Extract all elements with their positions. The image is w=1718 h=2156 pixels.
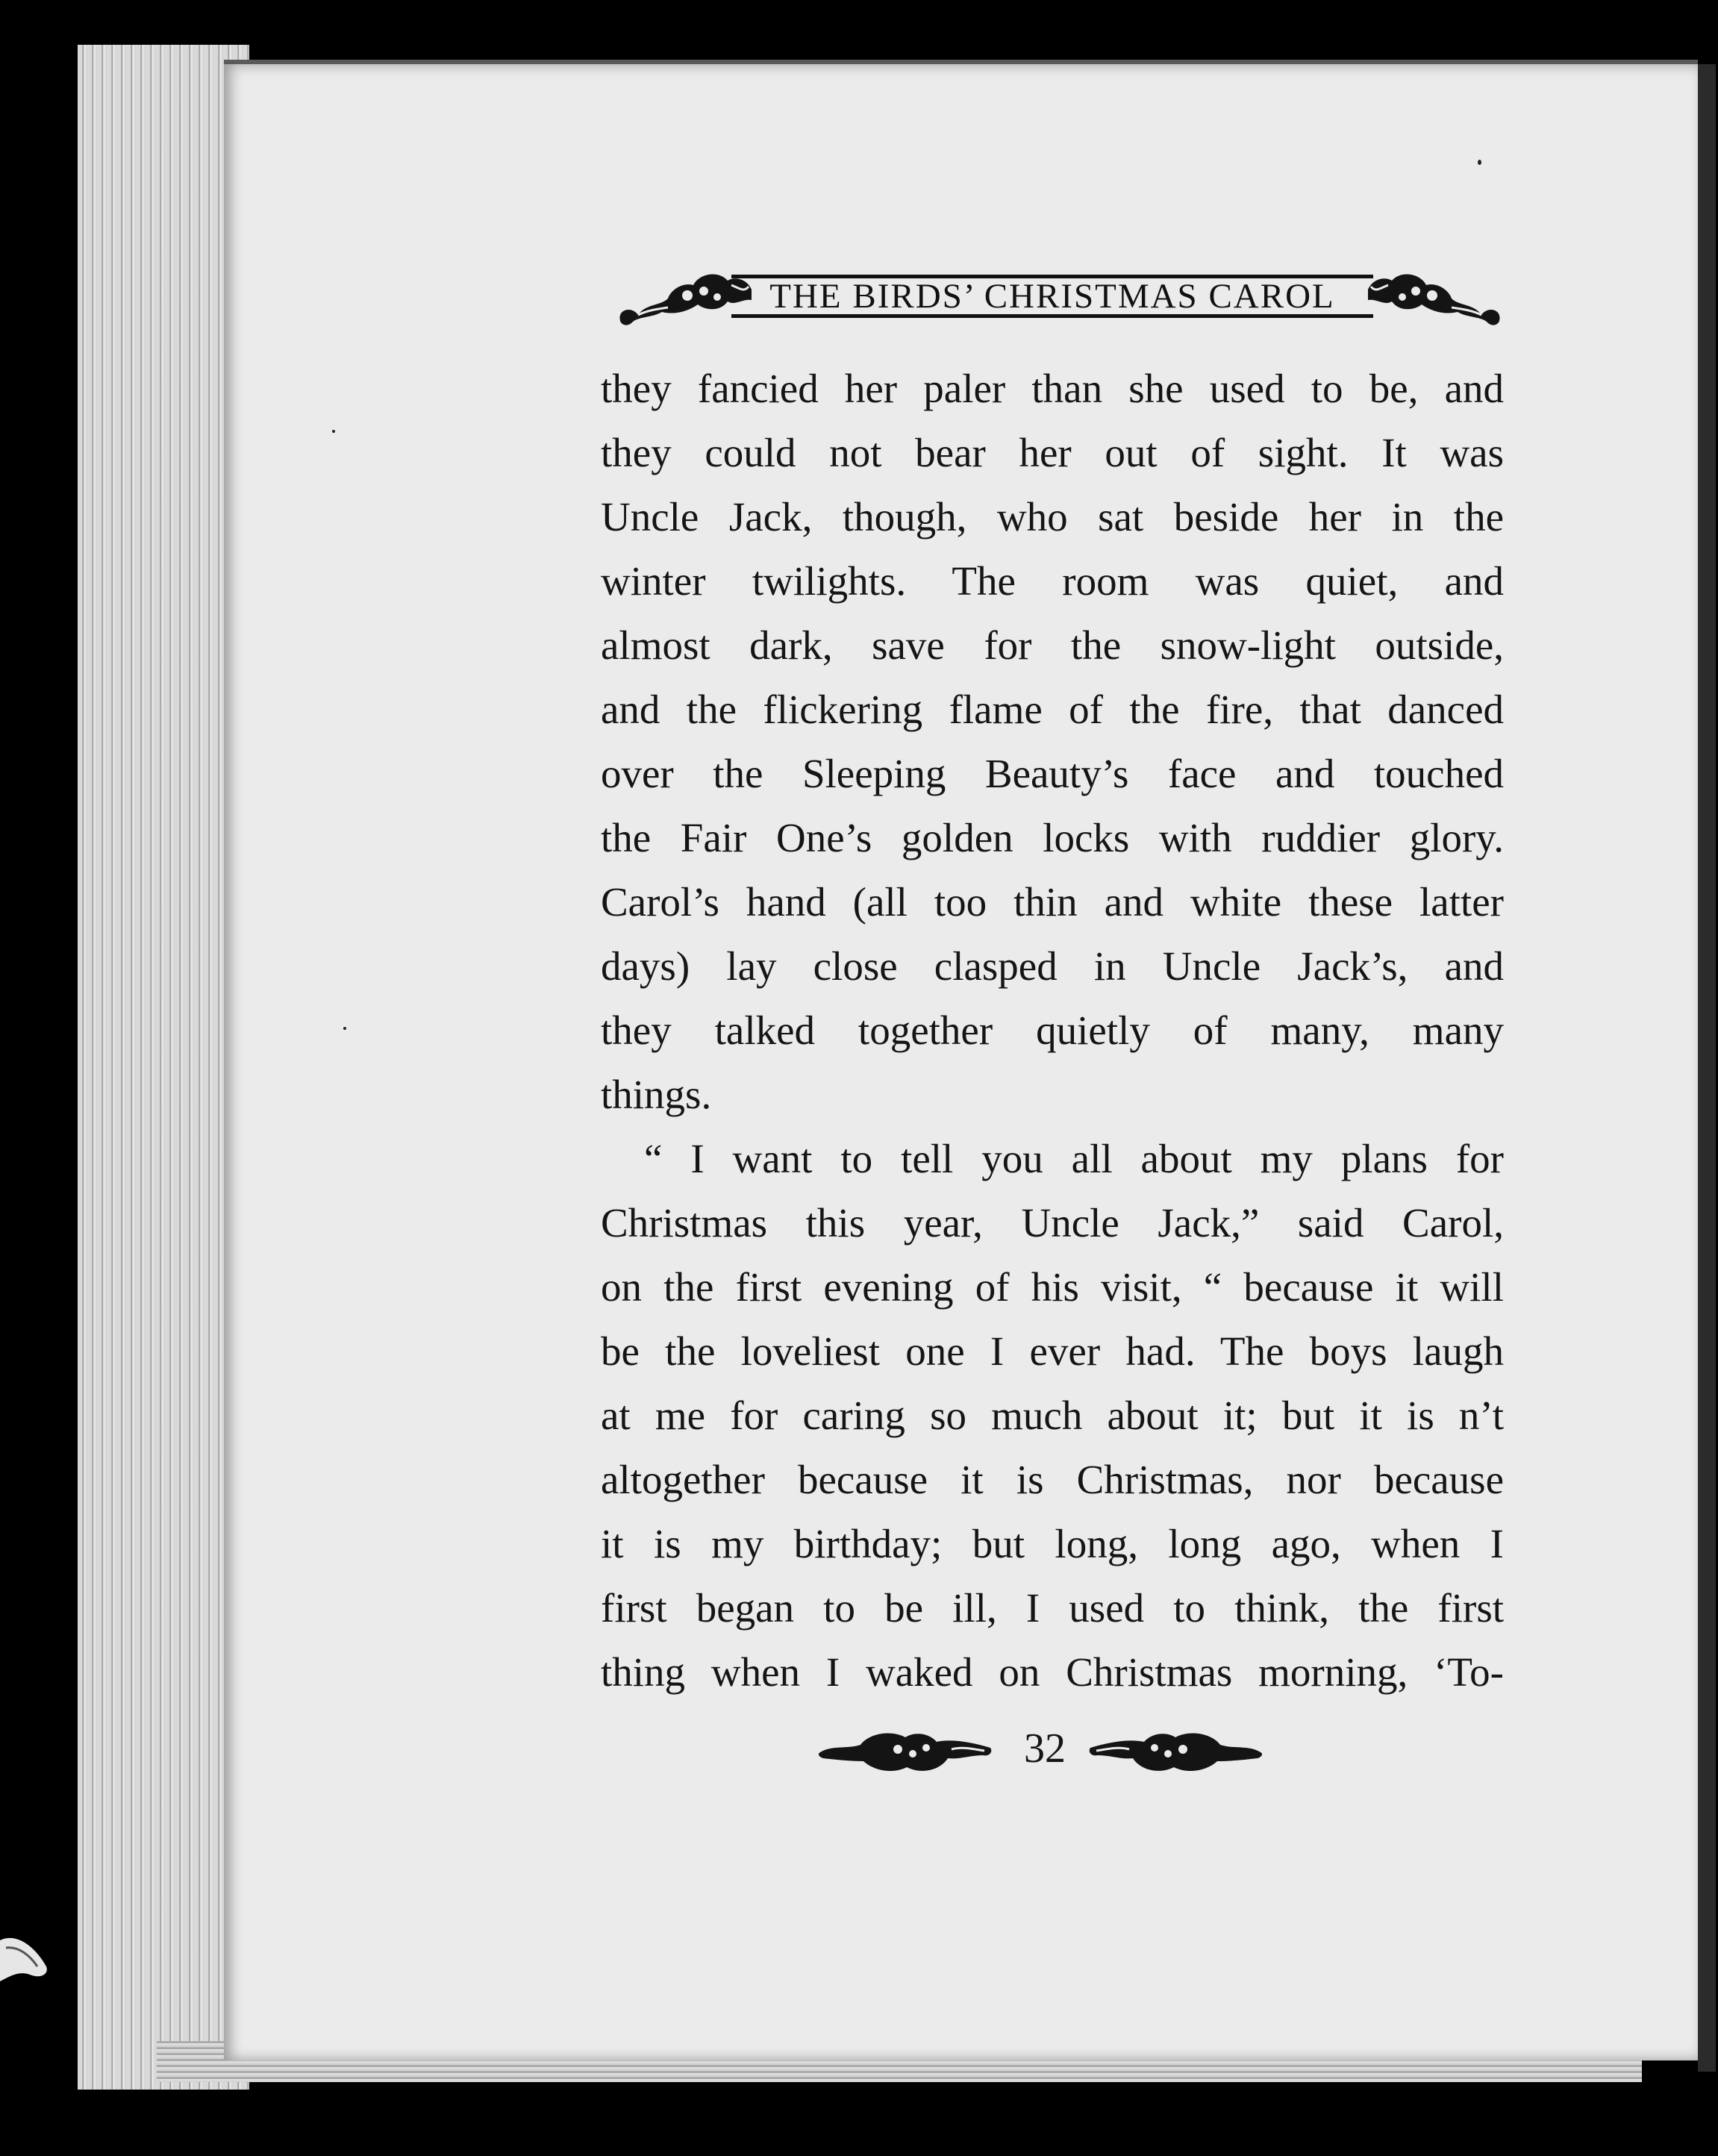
text-line: winter twilights. The room was quiet, and [601,558,1504,604]
holly-ornament-icon [817,1722,996,1782]
text-line: the Fair One’s golden locks with ruddier glory. [601,815,1504,860]
running-header [616,263,1504,330]
text-line: first began to be ill, I used to think, the first [601,1585,1504,1631]
text-line: Carol’s hand (all too thin and white these latter [601,879,1504,925]
text-line: and the flickering flame of the fire, that danced [601,687,1504,732]
text-line: over the Sleeping Beauty’s face and touched [601,751,1504,796]
text-line: they fancied her paler than she used to be, and [601,366,1504,411]
page-number: 32 [1024,1725,1066,1772]
text-line: at me for caring so much about it; but it is n’t [601,1393,1504,1438]
text-line: on the first evening of his visit, “ because it will [601,1264,1504,1310]
text-line: Uncle Jack, though, who sat beside her in the [601,494,1504,540]
text-line: be the loveliest one I ever had. The boys laugh [601,1328,1504,1374]
text-line: it is my birthday; but long, long ago, when I [601,1521,1504,1566]
text-line: thing when I waked on Christmas morning, ‘To- [601,1649,1504,1695]
scanner-thumb [0,1925,52,1993]
page-footer [817,1719,1265,1786]
text-line: “ I want to tell you all about my plans for [644,1136,1504,1181]
body-text [601,357,1504,1705]
holly-ornament-icon [1366,263,1504,330]
paper-speck [343,1027,346,1030]
text-line: Christmas this year, Uncle Jack,” said Carol, [601,1200,1504,1246]
text-line: they talked together quietly of many, many [601,1007,1504,1053]
text-line: things. [601,1072,712,1117]
holly-ornament-icon [1084,1722,1263,1782]
paper-speck [1478,160,1481,165]
paper-speck [332,430,335,433]
text-line: altogether because it is Christmas, nor because [601,1457,1504,1502]
text-line: almost dark, save for the snow-light outside, [601,622,1504,668]
header-frame [731,275,1373,318]
text-line: days) lay close clasped in Uncle Jack’s, and [601,943,1504,989]
header-title: THE BIRDS’ CHRISTMAS CAROL [769,277,1335,316]
text-line: they could not bear her out of sight. It was [601,430,1504,475]
